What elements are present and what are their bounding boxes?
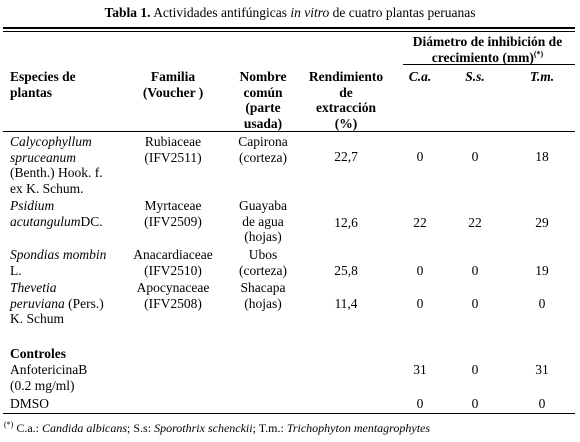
row3-nombre: Ubos (corteza) [239, 247, 287, 278]
row2-species: Psidium acutangulumDC. [10, 198, 103, 229]
control-dmso-ss: 0 [471, 396, 479, 411]
row2-ca: 22 [413, 215, 427, 230]
row1-tm: 18 [535, 149, 549, 164]
control-dmso-tm: 0 [538, 396, 546, 411]
row2-tm: 29 [535, 215, 549, 230]
footnote-marker: (*) [4, 420, 14, 429]
row1-rend: 22,7 [334, 149, 358, 164]
row4-familia: Apocynaceae (IFV2508) [136, 280, 210, 311]
control-anfo-ss: 0 [471, 362, 479, 377]
row1-familia: Rubiaceae (IFV2511) [144, 134, 202, 165]
col-header-ss: S.s. [465, 69, 485, 84]
header-rule [3, 131, 575, 132]
row1-nombre: Capirona (corteza) [238, 134, 288, 165]
row1-ss: 0 [471, 149, 479, 164]
col-header-especies: Especies de plantas [10, 69, 76, 100]
row3-rend: 25,8 [334, 263, 358, 278]
diameter-header-line2: crecimiento (mm)(*) [431, 49, 544, 65]
footnote: (*) C.a.: Candida albicans; S.s: Sporothrix schenckii; T.m.: Trichophyton mentagrophytes [4, 420, 431, 435]
col-header-rendimiento: Rendimiento de extracción (%) [308, 69, 384, 131]
col-header-ca: C.a. [408, 69, 432, 84]
diameter-header-line1: Diámetro de inhibición de [412, 34, 563, 49]
top-rule-thick [3, 27, 575, 29]
col-header-nombre: Nombre común (parte usada) [239, 69, 287, 131]
row1-ca: 0 [416, 149, 424, 164]
row4-rend: 11,4 [334, 296, 358, 311]
control-anfo-tm: 31 [535, 362, 549, 377]
table-title [0, 5, 580, 21]
control-anfo-ca: 31 [413, 362, 427, 377]
control-dmso-ca: 0 [416, 396, 424, 411]
control-anfotericina: AnfotericinaB (0.2 mg/ml) [10, 362, 88, 393]
title-text-post: de cuatro plantas peruanas [332, 5, 476, 20]
row4-nombre: Shacapa (hojas) [240, 280, 286, 311]
row4-ss: 0 [471, 296, 479, 311]
diameter-header-sup: (*) [533, 49, 544, 58]
control-dmso: DMSO [10, 396, 50, 411]
title-text-pre: Actividades antifúngicas [153, 5, 288, 20]
controls-heading: Controles [10, 346, 66, 361]
row4-tm: 0 [538, 296, 546, 311]
top-rule-thin [3, 31, 575, 32]
row3-species: Spondias mombin L. [10, 247, 107, 278]
col-header-familia: Familia (Voucher ) [142, 69, 204, 100]
row2-nombre: Guayaba de agua (hojas) [239, 198, 287, 244]
diameter-underline [403, 64, 575, 65]
col-header-tm: T.m. [529, 69, 555, 84]
diameter-header [400, 34, 575, 65]
row3-familia: Anacardiaceae (IFV2510) [133, 247, 213, 278]
row2-rend: 12,6 [334, 215, 358, 230]
row3-tm: 19 [535, 263, 549, 278]
row4-ca: 0 [416, 296, 424, 311]
row3-ss: 0 [471, 263, 479, 278]
row2-familia: Myrtaceae (IFV2509) [144, 198, 202, 229]
table-label: Tabla 1. [104, 5, 151, 20]
bottom-rule [3, 413, 575, 414]
title-text-italic: in vitro [290, 5, 330, 20]
row1-species: Calycophyllum spruceanum (Benth.) Hook. f. ex K. Schum. [10, 134, 103, 196]
row3-ca: 0 [416, 263, 424, 278]
row2-ss: 22 [468, 215, 482, 230]
row4-species: Thevetia peruviana (Pers.) K. Schum [10, 280, 104, 326]
